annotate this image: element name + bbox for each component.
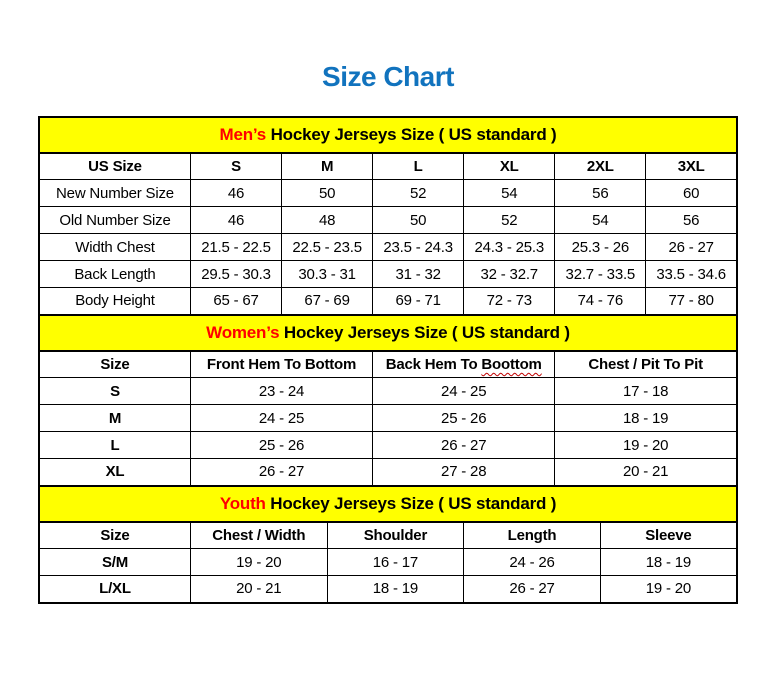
youth-column-header-row	[39, 522, 737, 549]
size-value-cell: 16 - 17	[327, 549, 464, 576]
size-value-cell: 32.7 - 33.5	[555, 261, 646, 288]
mens-size-table	[38, 116, 738, 316]
youth-column-header: Shoulder	[327, 522, 464, 549]
size-value-cell: 17 - 18	[555, 378, 737, 405]
womens-table-row	[39, 459, 737, 486]
size-value-cell: 18 - 19	[327, 576, 464, 603]
size-value-cell: 21.5 - 22.5	[190, 234, 281, 261]
womens-section-header	[39, 315, 737, 351]
size-value-cell: 22.5 - 23.5	[282, 234, 373, 261]
size-value-cell: 19 - 20	[190, 549, 327, 576]
youth-table-row	[39, 576, 737, 603]
womens-section-title-rest: Hockey Jerseys Size ( US standard )	[279, 322, 570, 342]
size-value-cell: 52	[373, 180, 464, 207]
size-value-cell: 56	[555, 180, 646, 207]
page-title: Size Chart	[322, 61, 454, 92]
mens-table-row	[39, 261, 737, 288]
youth-table-row	[39, 549, 737, 576]
youth-section-header	[39, 486, 737, 522]
size-value-cell: 54	[464, 180, 555, 207]
youth-column-header: Size	[39, 522, 190, 549]
size-value-cell: 72 - 73	[464, 288, 555, 315]
size-value-cell: 74 - 76	[555, 288, 646, 315]
size-value-cell: 25 - 26	[190, 432, 372, 459]
mens-column-header-row	[39, 153, 737, 180]
size-value-cell: 31 - 32	[373, 261, 464, 288]
size-value-cell: 23 - 24	[190, 378, 372, 405]
misspelled-word-squiggle: Boottom	[481, 355, 542, 373]
youth-size-table	[38, 485, 738, 604]
mens-section-header	[39, 117, 737, 153]
size-value-cell: 24.3 - 25.3	[464, 234, 555, 261]
mens-table-body	[39, 180, 737, 315]
row-label: S	[39, 378, 190, 405]
size-value-cell: 26 - 27	[190, 459, 372, 486]
womens-size-table	[38, 314, 738, 487]
size-value-cell: 50	[282, 180, 373, 207]
youth-section-title-rest: Hockey Jerseys Size ( US standard )	[265, 493, 557, 513]
column-header-text: Back Hem To	[385, 355, 482, 373]
youth-column-header: Sleeve	[600, 522, 737, 549]
womens-table-row	[39, 378, 737, 405]
size-value-cell: 24 - 25	[373, 378, 555, 405]
size-value-cell: 18 - 19	[600, 549, 737, 576]
document-page	[0, 60, 776, 692]
row-label: Body Height	[39, 288, 190, 315]
mens-column-header: 2XL	[555, 153, 646, 180]
size-value-cell: 24 - 26	[464, 549, 601, 576]
size-value-cell: 20 - 21	[190, 576, 327, 603]
size-value-cell: 77 - 80	[646, 288, 737, 315]
womens-column-header	[373, 351, 555, 378]
row-label: Width Chest	[39, 234, 190, 261]
size-value-cell: 19 - 20	[555, 432, 737, 459]
size-value-cell: 60	[646, 180, 737, 207]
row-label: L	[39, 432, 190, 459]
row-label: M	[39, 405, 190, 432]
mens-table-row	[39, 180, 737, 207]
size-value-cell: 26 - 27	[464, 576, 601, 603]
size-value-cell: 56	[646, 207, 737, 234]
size-value-cell: 33.5 - 34.6	[646, 261, 737, 288]
mens-table-row	[39, 207, 737, 234]
size-value-cell: 26 - 27	[646, 234, 737, 261]
size-value-cell: 19 - 20	[600, 576, 737, 603]
youth-table-body	[39, 549, 737, 603]
size-chart-tables	[38, 116, 738, 604]
womens-table-row	[39, 432, 737, 459]
size-value-cell: 67 - 69	[282, 288, 373, 315]
row-label: Old Number Size	[39, 207, 190, 234]
size-value-cell: 46	[190, 180, 281, 207]
size-value-cell: 29.5 - 30.3	[190, 261, 281, 288]
size-value-cell: 32 - 32.7	[464, 261, 555, 288]
youth-section-band-row	[39, 486, 737, 522]
youth-section-highlight: Youth	[219, 493, 266, 513]
size-value-cell: 46	[190, 207, 281, 234]
size-value-cell: 24 - 25	[190, 405, 372, 432]
row-label: New Number Size	[39, 180, 190, 207]
womens-column-header: Front Hem To Bottom	[190, 351, 372, 378]
mens-column-header: XL	[464, 153, 555, 180]
mens-table-row	[39, 288, 737, 315]
womens-column-header: Chest / Pit To Pit	[555, 351, 737, 378]
row-label: S/M	[39, 549, 190, 576]
womens-table-row	[39, 405, 737, 432]
size-value-cell: 25 - 26	[373, 405, 555, 432]
womens-column-header-row	[39, 351, 737, 378]
mens-column-header: M	[282, 153, 373, 180]
size-value-cell: 26 - 27	[373, 432, 555, 459]
size-value-cell: 27 - 28	[373, 459, 555, 486]
size-value-cell: 23.5 - 24.3	[373, 234, 464, 261]
size-value-cell: 52	[464, 207, 555, 234]
womens-column-header: Size	[39, 351, 190, 378]
size-value-cell: 20 - 21	[555, 459, 737, 486]
size-value-cell: 54	[555, 207, 646, 234]
row-label: L/XL	[39, 576, 190, 603]
womens-section-highlight: Women’s	[206, 322, 280, 342]
size-value-cell: 69 - 71	[373, 288, 464, 315]
womens-table-body	[39, 378, 737, 486]
size-value-cell: 18 - 19	[555, 405, 737, 432]
mens-section-highlight: Men’s	[219, 124, 267, 144]
mens-section-title-rest: Hockey Jerseys Size ( US standard )	[266, 124, 557, 144]
row-label: XL	[39, 459, 190, 486]
mens-column-header: US Size	[39, 153, 190, 180]
womens-section-band-row	[39, 315, 737, 351]
size-value-cell: 48	[282, 207, 373, 234]
size-value-cell: 25.3 - 26	[555, 234, 646, 261]
mens-table-row	[39, 234, 737, 261]
mens-column-header: S	[190, 153, 281, 180]
mens-column-header: L	[373, 153, 464, 180]
mens-column-header: 3XL	[646, 153, 737, 180]
row-label: Back Length	[39, 261, 190, 288]
youth-column-header: Chest / Width	[190, 522, 327, 549]
mens-section-band-row	[39, 117, 737, 153]
size-value-cell: 30.3 - 31	[282, 261, 373, 288]
size-value-cell: 50	[373, 207, 464, 234]
youth-column-header: Length	[464, 522, 601, 549]
size-value-cell: 65 - 67	[190, 288, 281, 315]
